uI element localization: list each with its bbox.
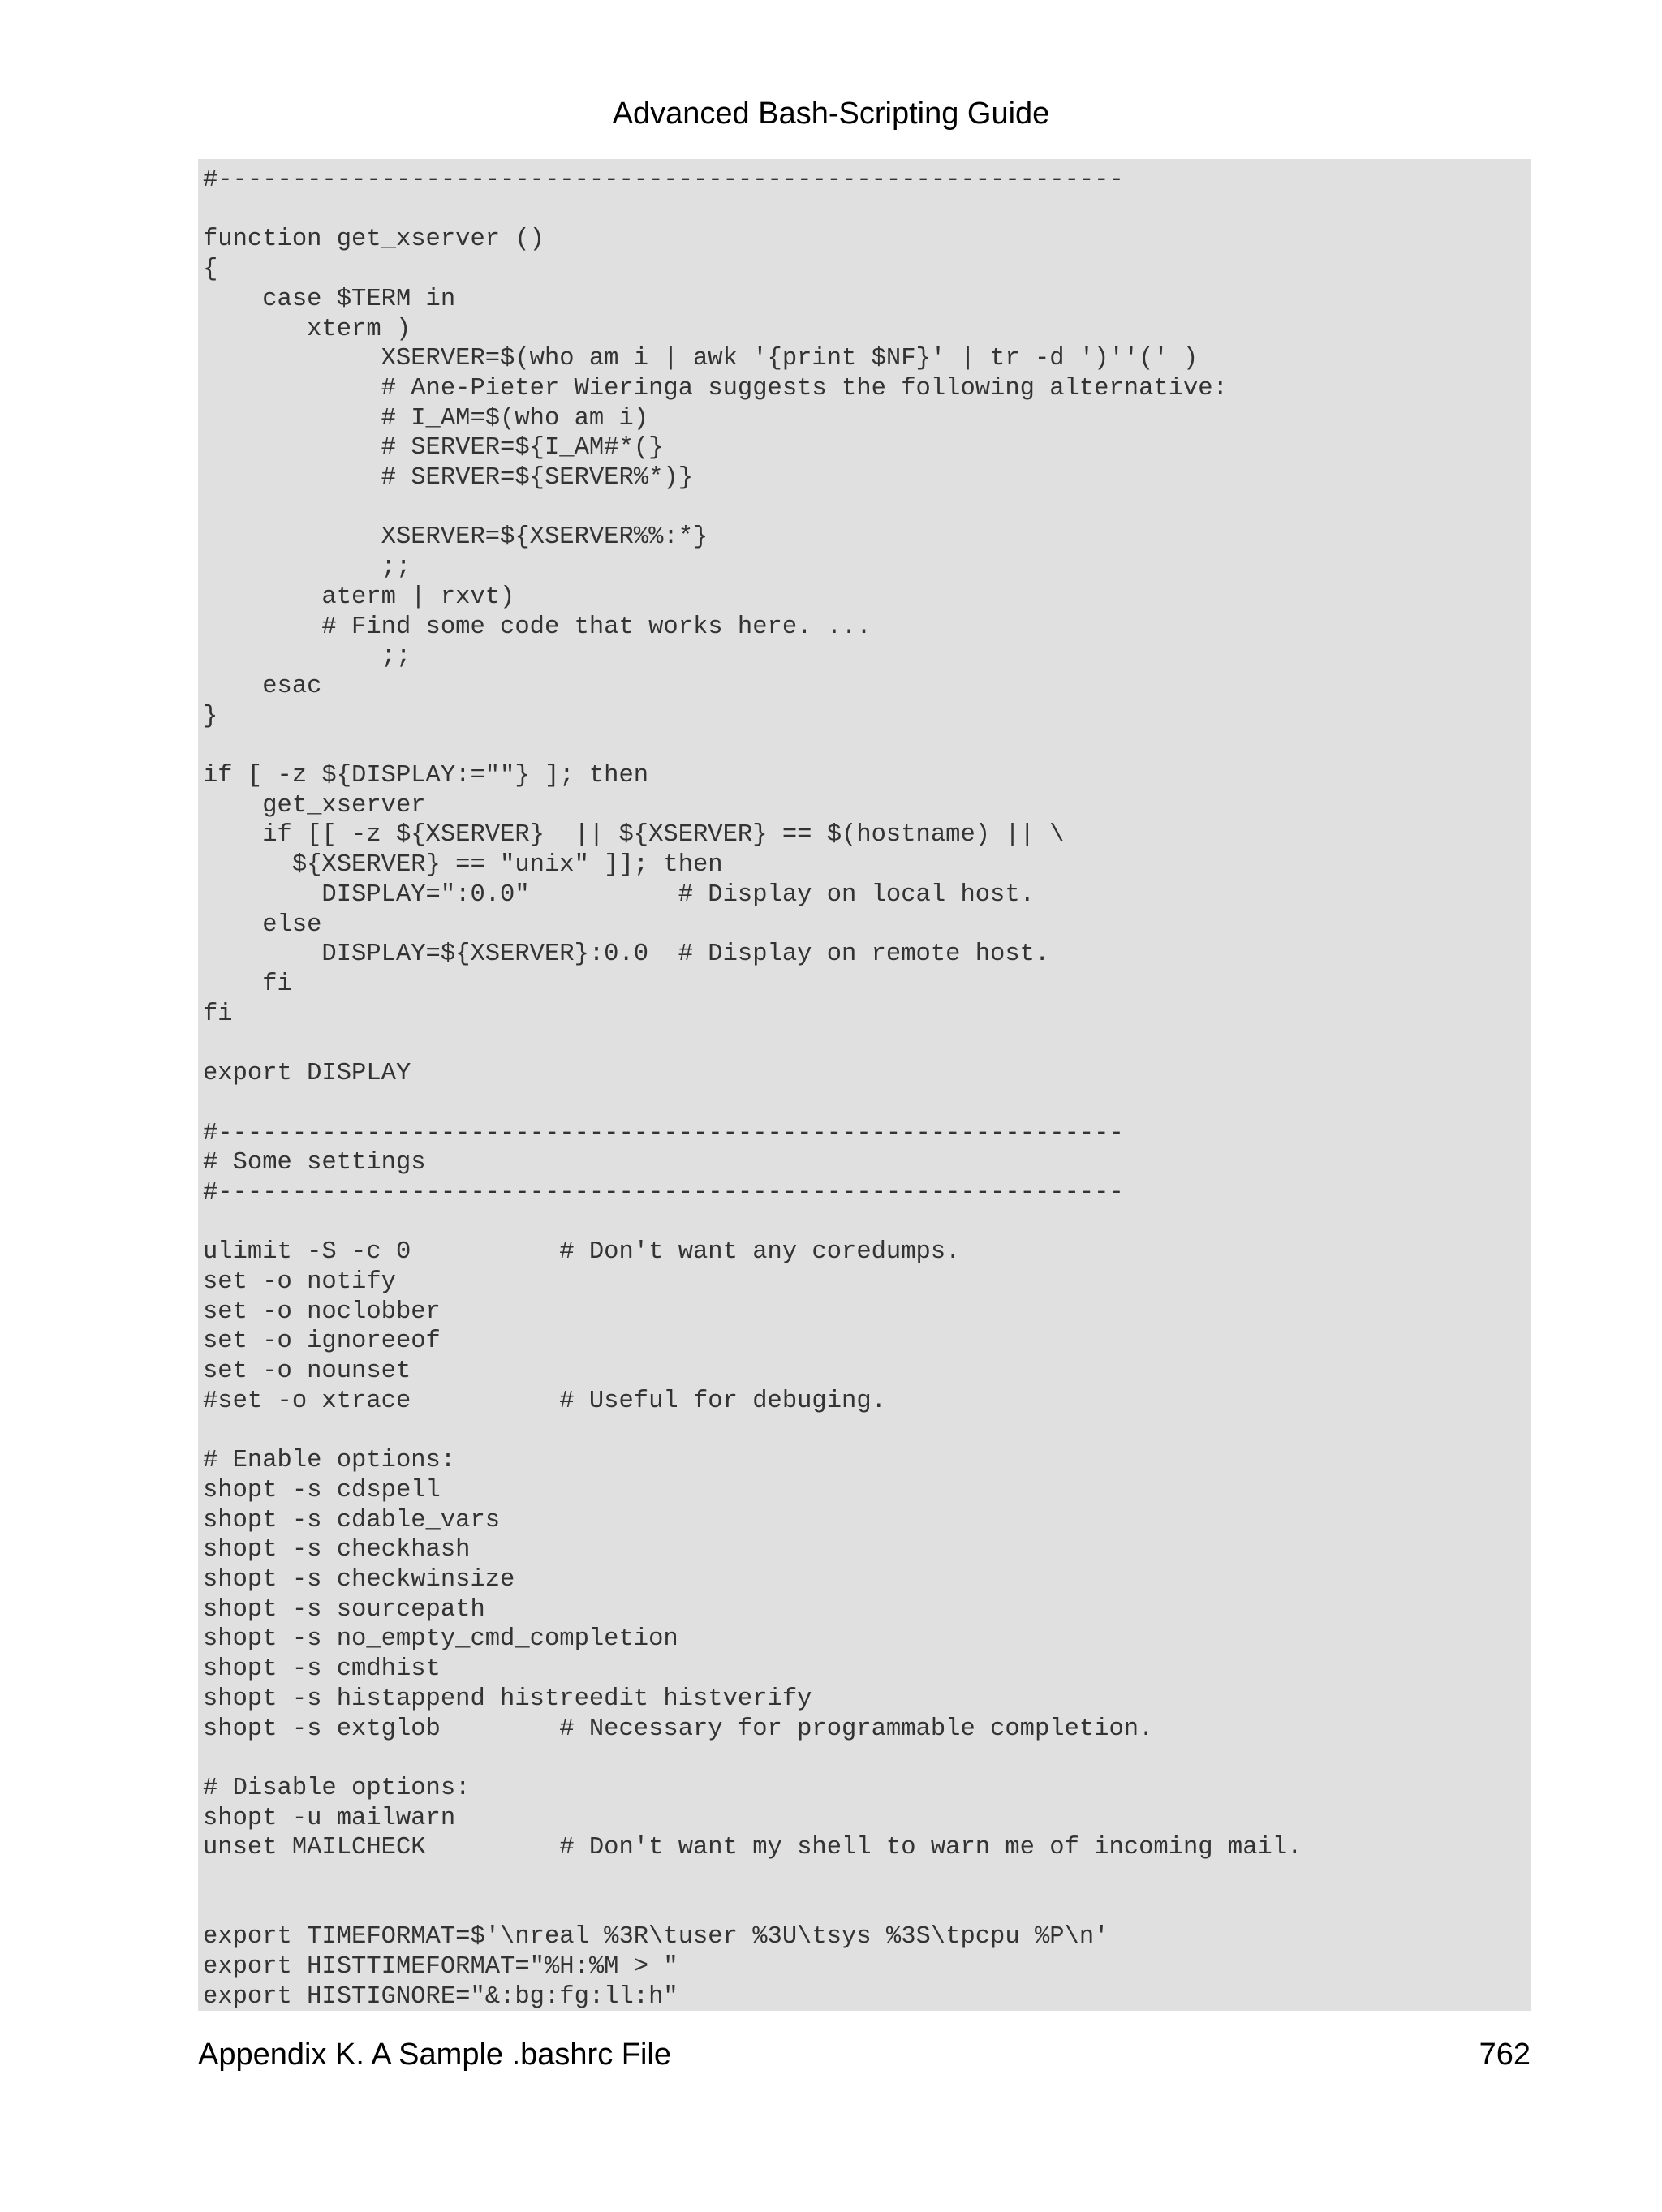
footer-page-number: 762 [1479, 2038, 1531, 2072]
page-header: Advanced Bash-Scripting Guide [612, 97, 1050, 131]
code-listing [198, 159, 1531, 2011]
footer-section-title: Appendix K. A Sample .bashrc File [198, 2038, 671, 2072]
page-footer [198, 2037, 1531, 2074]
code-text: #------------------------------------------------------------- function get_xserver () { case $TERM in xterm ) XSERVER=$(who am i | awk '{print $NF}' | tr -d ')''(' ) # Ane-Pieter Wieringa suggests the following alternative: # I_AM=$(who am i) # SERVER=${I_AM#*(} # SERVER=${SERVER%*)} XSERVER=${XSERVER%%:*} ;; aterm | rxvt) # Find some code that works here. ... ;; esac } if [ -z ${DISPLAY:=""} ]; then get_xserver if [[ -z ${XSERVER} || ${XSERVER} == $(hostname) || \ ${XSERVER} == "unix" ]]; then DISPLAY=":0.0" # Display on local host. else DISPLAY=${XSERVER}:0.0 # Display on remote host. fi fi export DISPLAY #------------------------------------------------------------- # Some settings #------------------------------------------------------------- ulimit -S -c 0 # Don't want any coredumps. set -o notify set -o noclobber set -o ignoreeof set -o nounset #set -o xtrace # Useful for debuging. # Enable options: shopt -s cdspell shopt -s cdable_vars shopt -s checkhash shopt -s checkwinsize shopt -s sourcepath shopt -s no_empty_cmd_completion shopt -s cmdhist shopt -s histappend histreedit histverify shopt -s extglob # Necessary for programmable completion. # Disable options: shopt -u mailwarn unset MAILCHECK # Don't want my shell to warn me of incoming mail. export TIMEFORMAT=$'\nreal %3R\tuser %3U\tsys %3S\tpcpu %P\n' export HISTTIMEFORMAT="%H:%M > " export HISTIGNORE="&:bg:fg:ll:h" [203, 166, 1302, 2011]
